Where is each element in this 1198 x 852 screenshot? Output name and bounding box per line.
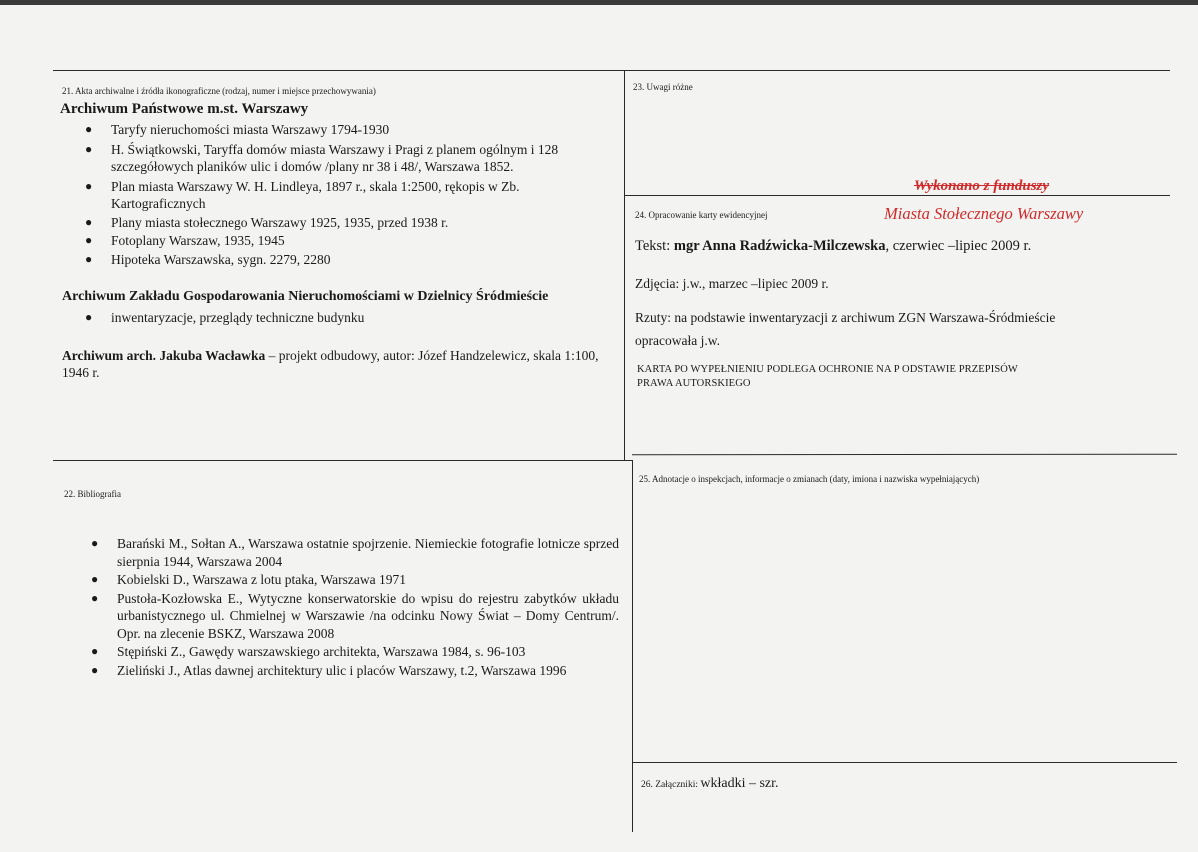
section-26-title: 26. Załączniki: <box>641 780 701 790</box>
section-21-title: 21. Akta archiwalne i źródła ikonograficzne (rodzaj, numer i miejsce przechowywania) <box>62 86 376 96</box>
tekst-date: , czerwiec –lipiec 2009 r. <box>885 238 1032 254</box>
list-item: ● Pustoła-Kozłowska E., Wytyczne konserwatorskie do wpisu do rejestru zabytków układu urbanistycznego ul. Chmielnej w Warszawie /na odcinku Nowy Świat – Domy Centrum/. Opr. na zlecenie BSKZ, Warszawa 2008 <box>91 590 619 641</box>
apw-heading: Archiwum Państwowe m.st. Warszawy <box>60 101 309 117</box>
top-rule <box>53 70 1170 71</box>
rule-25-26 <box>632 762 1177 763</box>
rzuty-line-1: Rzuty: na podstawie inwentaryzacji z archiwum ZGN Warszawa-Śródmieście <box>635 310 1056 325</box>
rule-23-24 <box>625 195 1170 196</box>
tekst-label: Tekst: <box>635 238 674 254</box>
funding-stamp-line1: Wykonano z funduszy <box>914 178 1050 194</box>
section-25-title: 25. Adnotacje o inspekcjach, informacje o zmianach (daty, imiona i nazwiska wypełniających) <box>639 474 980 484</box>
funding-stamp-line2: Miasta Stołecznego Warszawy <box>884 204 1084 223</box>
list-item: ● Zieliński J., Atlas dawnej architektury ulic i placów Warszawy, t.2, Warszawa 1996 <box>91 662 567 678</box>
zdjecia-line: Zdjęcia: j.w., marzec –lipiec 2009 r. <box>635 276 829 291</box>
vertical-divider <box>624 70 625 460</box>
mid-rule-right <box>632 454 1177 455</box>
wac-text: – projekt odbudowy, autor: Józef Handzelewicz, skala 1:100, 1946 r. <box>62 348 599 380</box>
list-item: ● H. Świątkowski, Taryffa domów miasta Warszawy i Pragi z planem ogólnym i 128 szczegółowych planików ulic i domów /plany nr 38 i 48/, Warszawa 1852. <box>85 141 559 174</box>
list-item: ● Taryfy nieruchomości miasta Warszawy 1794-1930 <box>85 122 390 137</box>
section-26 <box>641 774 779 794</box>
zgn-heading: Archiwum Zakładu Gospodarowania Nieruchomościami w Dzielnicy Śródmieście <box>62 289 549 304</box>
list-item: ● Barański M., Sołtan A., Warszawa ostatnie spojrzenie. Niemieckie fotografie lotnicze sprzed sierpnia 1944, Warszawa 2004 <box>91 536 619 569</box>
vertical-divider-lower <box>632 460 633 832</box>
section-24-title: 24. Opracowanie karty ewidencyjnej <box>635 210 768 220</box>
rzuty-line-2: opracowała j.w. <box>635 333 720 348</box>
wac-heading: Archiwum arch. Jakuba Wacławka <box>62 348 266 363</box>
tekst-author: mgr Anna Radźwicka-Milczewska <box>673 238 886 254</box>
scan-top-border <box>0 0 1198 5</box>
tekst-line <box>635 238 1031 255</box>
list-item: ● Kobielski D., Warszawa z lotu ptaka, Warszawa 1971 <box>91 572 406 587</box>
copyright-notice-2: PRAWA AUTORSKIEGO <box>637 378 751 389</box>
bibliography-list <box>91 535 619 679</box>
zgn-list <box>85 309 606 327</box>
list-item: ● Fotoplany Warszaw, 1935, 1945 <box>85 233 285 248</box>
apw-list <box>85 121 606 268</box>
list-item: ● inwentaryzacje, przeglądy techniczne budynku <box>85 310 365 325</box>
list-item: ● Stępiński Z., Gawędy warszawskiego architekta, Warszawa 1984, s. 96-103 <box>91 644 526 659</box>
section-23-title: 23. Uwagi różne <box>633 82 693 92</box>
wac-entry <box>62 347 610 381</box>
mid-rule-left <box>53 460 633 461</box>
section-26-value: wkładki – szr. <box>700 776 779 791</box>
list-item: ● Plany miasta stołecznego Warszawy 1925, 1935, przed 1938 r. <box>85 214 449 230</box>
section-22-title: 22. Bibliografia <box>64 489 121 499</box>
copyright-notice-1: KARTA PO WYPEŁNIENIU PODLEGA OCHRONIE NA P ODSTAWIE PRZEPISÓW <box>637 364 1018 375</box>
list-item: ● Plan miasta Warszawy W. H. Lindleya, 1897 r., skala 1:2500, rękopis w Zb. Kartograficznych <box>85 178 520 211</box>
list-item: ● Hipoteka Warszawska, sygn. 2279, 2280 <box>85 251 331 267</box>
